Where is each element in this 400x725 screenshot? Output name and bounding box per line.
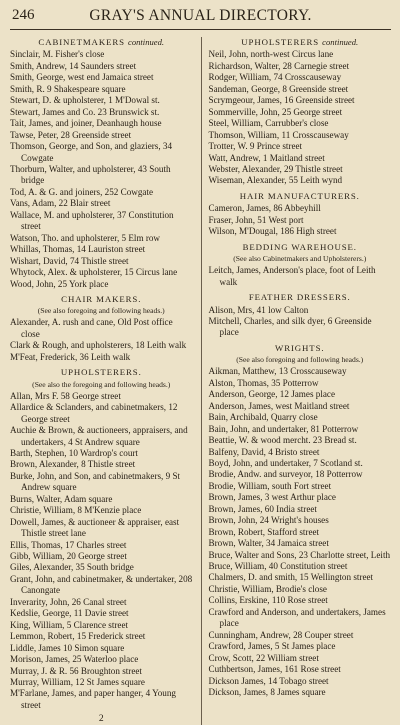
- directory-entry: Wallace, M. and upholsterer, 37 Constitution street: [10, 209, 174, 232]
- wrights-list: [209, 366, 392, 698]
- directory-entry: Smith, George, west end Jamaica street: [10, 72, 154, 83]
- directory-entry: King, William, 5 Clarence street: [10, 619, 129, 630]
- directory-entry: Stewart, James and Co. 23 Brunswick st.: [10, 106, 160, 117]
- directory-entry: Balfeny, David, 4 Bristo street: [208, 446, 320, 457]
- upholsterers-continued-list: [209, 49, 392, 186]
- directory-entry: Crawford, James, 5 St James place: [208, 641, 336, 652]
- section-heading-wrights: WRIGHTS.: [275, 342, 325, 353]
- directory-entry: Christie, William, 8 M'Kenzie place: [10, 505, 142, 516]
- directory-entry: Murray, William, 12 St James square: [10, 677, 145, 688]
- chair-makers-list: [10, 317, 193, 363]
- feather-dressers-list: [209, 305, 392, 339]
- directory-entry: Collins, Erskine, 110 Rose street: [208, 595, 328, 606]
- bedding-warehouse-list: [209, 265, 392, 288]
- section-heading-cabinetmakers: CABINETMAKERS continued.: [38, 37, 165, 47]
- directory-entry: Christie, William, Brodie's close: [208, 583, 327, 594]
- hair-manufacturers-list: [209, 203, 392, 237]
- upholsterers-list: [10, 391, 193, 712]
- directory-entry: Alison, Mrs, 41 low Calton: [208, 304, 309, 315]
- directory-entry: Trotter, W. 9 Prince street: [208, 141, 303, 152]
- directory-entry: Aikman, Matthew, 13 Crosscauseway: [208, 366, 347, 377]
- directory-entry: Dickson James, 14 Tobago street: [208, 675, 329, 686]
- directory-entry: Alexander, A. rush and cane, Old Post office close: [10, 317, 173, 339]
- directory-entry: Rodger, William, 74 Crosscauseway: [208, 72, 342, 83]
- directory-entry: Chalmers, D. and smith, 15 Wellington street: [208, 572, 374, 583]
- directory-entry: Tait, James, and joiner, Deanhaugh house: [10, 118, 162, 129]
- directory-entry: Thomson, William, 11 Crosscauseway: [208, 129, 349, 140]
- directory-entry: Brown, Alexander, 8 Thistle street: [10, 459, 136, 470]
- section-heading-chair-makers: CHAIR MAKERS.: [61, 293, 142, 304]
- directory-entry: Thorburn, Walter, and upholsterer, 43 South bridge: [10, 163, 171, 186]
- section-heading-upholsterers: UPHOLSTERERS.: [60, 367, 142, 378]
- right-column: [201, 37, 392, 725]
- directory-entry: Sommerville, John, 25 George street: [208, 106, 343, 117]
- directory-entry: Auchie & Brown, & auctioneers, appraisers, and undertakers, 4 St Andrew square: [10, 425, 188, 447]
- directory-entry: Thomson, George, and Son, and glaziers, 34 Cowgate: [10, 141, 173, 163]
- directory-entry: Clark & Rough, and upholsterers, 18 Leith walk: [10, 340, 187, 351]
- directory-entry: Watt, Andrew, 1 Maitland street: [208, 152, 325, 163]
- directory-entry: Brodie, Andw. and surveyor, 18 Potterrow: [208, 469, 363, 480]
- directory-entry: Sandeman, George, 8 Greenside street: [208, 83, 349, 94]
- directory-entry: Dowell, James, & auctioneer & appraiser, east Thistle street lane: [10, 516, 180, 539]
- directory-entry: Bruce, Walter and Sons, 23 Charlotte street, Leith: [208, 549, 391, 560]
- directory-entry: M'Farlane, James, and paper hanger, 4 Young street: [10, 688, 176, 710]
- directory-entry: Anderson, George, 12 James place: [208, 389, 336, 400]
- directory-entry: Leitch, James, Anderson's place, foot of Leith walk: [208, 265, 376, 287]
- directory-entry: Brown, Walter, 34 Jamaica street: [208, 538, 329, 549]
- directory-entry: Brown, James, 3 west Arthur place: [208, 492, 336, 503]
- directory-entry: Liddle, James 10 Simon square: [10, 642, 125, 653]
- directory-entry: Whillas, Thomas, 14 Lauriston street: [10, 244, 146, 255]
- page-number: 246: [12, 7, 35, 23]
- directory-entry: Watson, Tho. and upholsterer, 5 Elm row: [10, 232, 161, 243]
- directory-entry: M'Feat, Frederick, 36 Leith walk: [10, 351, 131, 362]
- directory-entry: Alston, Thomas, 35 Potterrow: [208, 377, 319, 388]
- directory-entry: Steel, William, Carrubber's close: [208, 118, 329, 129]
- directory-entry: Beattie, W. & wood mercht. 23 Bread st.: [208, 435, 357, 446]
- directory-entry: Cameron, James, 86 Abbeyhill: [208, 203, 321, 214]
- directory-entry: Neil, John, north-west Circus lane: [208, 49, 334, 60]
- directory-entry: Giles, Alexander, 35 South bridge: [10, 562, 134, 573]
- directory-entry: Webster, Alexander, 29 Thistle street: [208, 163, 343, 174]
- section-heading-bedding-warehouse: BEDDING WAREHOUSE.: [242, 241, 357, 252]
- directory-entry: Wilson, M'Dougal, 186 High street: [208, 226, 337, 237]
- signature-mark: 2: [98, 713, 104, 725]
- section-note-chair-makers: (See also foregoing and following heads.): [37, 306, 165, 316]
- directory-entry: Fraser, John, 51 West port: [208, 214, 304, 225]
- directory-entry: Sinclair, M. Fisher's close: [10, 49, 105, 60]
- section-heading-upholsterers-continued: UPHOLSTERERS continued.: [241, 37, 359, 47]
- directory-entry: Lemmon, Robert, 15 Frederick street: [10, 631, 146, 642]
- directory-entry: Tod, A. & G. and joiners, 252 Cowgate: [10, 186, 154, 197]
- directory-entry: Inverarity, John, 26 Canal street: [10, 596, 127, 607]
- directory-entry: Gibb, William, 20 George street: [10, 551, 127, 562]
- directory-entry: Anderson, James, west Maitland street: [208, 400, 350, 411]
- directory-entry: Bain, Archibald, Quarry close: [208, 412, 318, 423]
- directory-entry: Crow, Scott, 22 William street: [208, 652, 319, 663]
- directory-entry: Bruce, William, 40 Constitution street: [208, 561, 348, 572]
- directory-entry: Brown, Robert, Stafford street: [208, 526, 320, 537]
- directory-entry: Wood, John, 25 York place: [10, 278, 109, 289]
- directory-entry: Kedslie, George, 11 Davie street: [10, 608, 129, 619]
- directory-entry: Crawford and Anderson, and undertakers, James place: [208, 606, 386, 629]
- left-column: [10, 37, 201, 725]
- section-note-wrights: (See also foregoing and following heads.): [236, 355, 364, 365]
- directory-entry: Whytock, Alex. & upholsterer, 15 Circus lane: [10, 267, 178, 278]
- directory-entry: Richardson, Walter, 28 Carnegie street: [208, 60, 350, 71]
- directory-entry: Murray, J. & R. 56 Broughton street: [10, 665, 142, 676]
- section-note-upholsterers: (See also the foregoing and following heads.): [32, 379, 171, 389]
- directory-entry: Grant, John, and cabinetmaker, & undertaker, 208 Canongate: [10, 573, 193, 596]
- directory-entry: Boyd, John, and undertaker, 7 Scotland st.: [208, 457, 363, 468]
- directory-entry: Allan, Mrs F. 58 George street: [10, 390, 121, 401]
- directory-entry: Burke, John, and Son, and cabinetmakers, 9 St Andrew square: [10, 470, 181, 493]
- directory-entry: Mitchell, Charles, and silk dyer, 6 Greenside place: [208, 315, 372, 338]
- cabinetmakers-list: [10, 49, 193, 290]
- directory-entry: Morison, James, 25 Waterloo place: [10, 654, 139, 665]
- directory-entry: Brown, James, 60 India street: [208, 503, 317, 514]
- directory-entry: Brown, John, 24 Wright's houses: [208, 515, 329, 526]
- directory-entry: Cunningham, Andrew, 28 Couper street: [208, 629, 354, 640]
- directory-entry: Tawse, Peter, 28 Greenside street: [10, 129, 132, 140]
- page-title: GRAY'S ANNUAL DIRECTORY.: [89, 7, 312, 24]
- directory-entry: Bain, John, and undertaker, 81 Potterrow: [208, 423, 359, 434]
- section-note-bedding-warehouse: (See also Cabinetmakers and Upholsterers.): [233, 254, 367, 264]
- directory-entry: Burns, Walter, Adam square: [10, 493, 113, 504]
- directory-entry: Ellis, Thomas, 17 Charles street: [10, 539, 127, 550]
- directory-entry: Scrymgeour, James, 16 Greenside street: [208, 95, 355, 106]
- directory-entry: Brodie, William, south Fort street: [208, 480, 332, 491]
- page-header: [10, 3, 391, 30]
- section-heading-feather-dressers: FEATHER DRESSERS.: [248, 292, 351, 303]
- directory-entry: Wiseman, Alexander, 55 Leith wynd: [208, 175, 343, 186]
- columns: [10, 37, 391, 725]
- directory-entry: Barth, Stephen, 10 Wardrop's court: [10, 447, 138, 458]
- directory-entry: Smith, R. 9 Shakespeare square: [10, 83, 126, 94]
- directory-entry: Cuthbertson, James, 161 Rose street: [208, 664, 341, 675]
- directory-entry: Stewart, D. & upholsterer, 1 M'Dowal st.: [10, 95, 160, 106]
- directory-entry: Vans, Adam, 22 Blair street: [10, 198, 111, 209]
- directory-entry: Wishart, David, 74 Thistle street: [10, 255, 129, 266]
- directory-entry: Allardice & Sclanders, and cabinetmakers, 12 George street: [10, 402, 178, 424]
- section-heading-hair-manufacturers: HAIR MANUFACTURERS.: [239, 190, 360, 201]
- directory-entry: Smith, Andrew, 14 Saunders street: [10, 60, 137, 71]
- directory-entry: Dickson, James, 8 James square: [208, 687, 326, 698]
